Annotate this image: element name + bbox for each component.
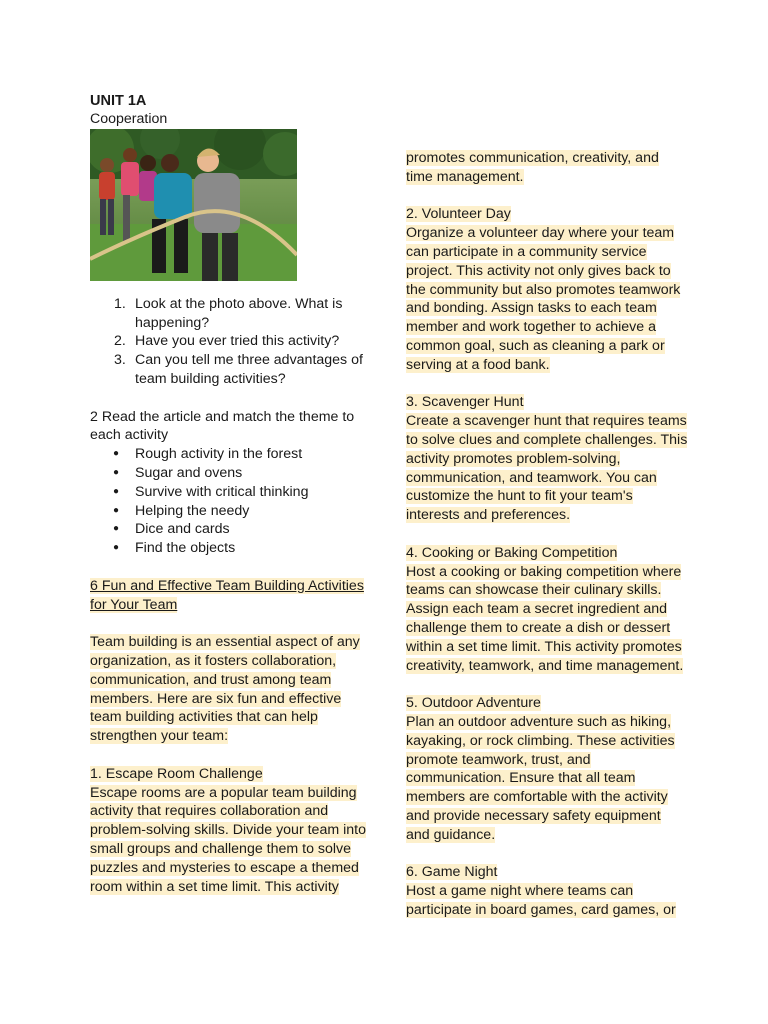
team-tug-of-war-photo bbox=[90, 129, 297, 281]
list-item: ● Dice and cards bbox=[90, 520, 375, 539]
right-column bbox=[406, 149, 688, 920]
activity-body: promotes communication, creativity, and time management. bbox=[406, 150, 659, 185]
activity-body: Create a scavenger hunt that requires teams to solve clues and complete challenges. This activity promotes problem-solving, communication, and teamwork. You can customize the hunt to fit your team's interests and preferences. bbox=[406, 413, 688, 524]
list-item bbox=[90, 351, 375, 389]
question-text: Have you ever tried this activity? bbox=[135, 333, 340, 350]
left-column bbox=[90, 92, 375, 896]
question-number: 2. bbox=[114, 333, 126, 350]
article-intro: Team building is an essential aspect of any organization, as it fosters collaboration, communication, and trust among team members. Here are six fun and effective team building activities that can help strengthen your team: bbox=[90, 634, 360, 745]
activity-heading: 4. Cooking or Baking Competition bbox=[406, 544, 618, 561]
activity-heading: 5. Outdoor Adventure bbox=[406, 695, 541, 712]
activity-heading: 2. Volunteer Day bbox=[406, 206, 511, 223]
activity-body: Plan an outdoor adventure such as hiking, kayaking, or rock climbing. These activities promote teamwork, trust, and communication. Ensure that all team members are comfortable with the activity and provide necessary safety equipment and guidance. bbox=[406, 713, 675, 843]
unit-subtitle: Cooperation bbox=[90, 111, 168, 127]
list-item: ● Rough activity in the forest bbox=[90, 445, 375, 464]
list-item: ● Find the objects bbox=[90, 539, 375, 558]
activity-body: Host a cooking or baking competition where teams can showcase their culinary skills. Assign each team a secret ingredient and challenge them to create a dish or dessert within a set time limit. This activity promotes creativity, teamwork, and time management. bbox=[406, 563, 684, 674]
task2-instruction: 2 Read the article and match the theme to each activity bbox=[90, 408, 355, 444]
activity-body: Organize a volunteer day where your team can participate in a community service project. This activity not only gives back to the community but also promotes teamwork and bonding. Assign tasks to each team member and work together to achieve a common goal, such as cleaning a park or serving at a food bank. bbox=[406, 225, 681, 373]
activity-body: Escape rooms are a popular team building activity that requires collaboration and problem-solving skills. Divide your team into small groups and challenge them to solve puzzles and mysteries to escape a themed room within a set time limit. This activity bbox=[90, 784, 366, 895]
activity-body: Host a game night where teams can participate in board games, card games, or bbox=[406, 883, 676, 918]
list-item: ● Helping the needy bbox=[90, 502, 375, 521]
question-text: Look at the photo above. What is happening? bbox=[135, 295, 343, 331]
article-title: 6 Fun and Effective Team Building Activities for Your Team bbox=[90, 577, 364, 613]
activity-heading: 1. Escape Room Challenge bbox=[90, 765, 263, 782]
activity-heading: 6. Game Night bbox=[406, 864, 498, 881]
list-item: ● Survive with critical thinking bbox=[90, 483, 375, 502]
list-item bbox=[90, 332, 375, 351]
theme-list bbox=[90, 445, 375, 558]
list-item: ● Sugar and ovens bbox=[90, 464, 375, 483]
question-text: Can you tell me three advantages of team building activities? bbox=[135, 352, 363, 387]
question-number: 3. bbox=[114, 352, 126, 369]
discussion-questions bbox=[90, 295, 375, 389]
question-number: 1. bbox=[114, 295, 126, 312]
unit-title: UNIT 1A bbox=[90, 93, 147, 109]
list-item bbox=[90, 295, 375, 333]
activity-heading: 3. Scavenger Hunt bbox=[406, 394, 524, 411]
